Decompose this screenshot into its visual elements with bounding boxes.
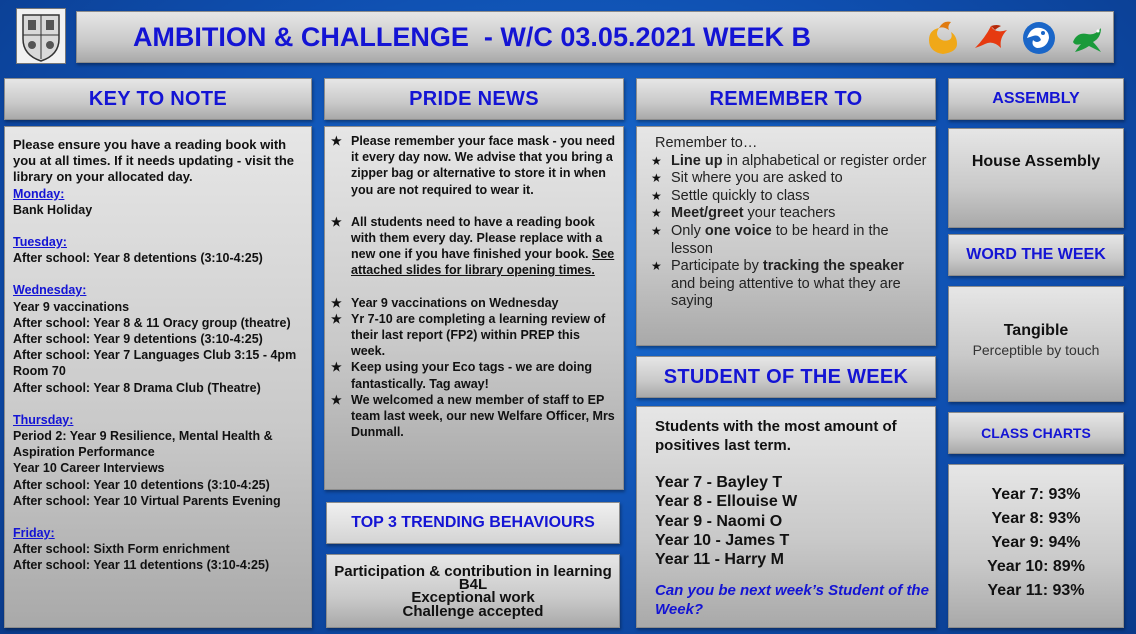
student-of-week-panel bbox=[636, 406, 936, 628]
reading-book-notice: Please ensure you have a reading book with you at all times. If it needs updating - visit the library on your allocated day. bbox=[13, 137, 294, 185]
remember-intro: Remember to… bbox=[655, 135, 758, 151]
student-of-week-header bbox=[636, 356, 936, 398]
trending-title: TOP 3 TRENDING BEHAVIOURS bbox=[351, 514, 595, 531]
monday-event: Bank Holiday bbox=[13, 202, 93, 217]
remember-panel bbox=[636, 126, 936, 346]
assembly-panel bbox=[948, 128, 1124, 228]
student-of-week-intro: Students with the most amount of positives last term. bbox=[655, 418, 897, 454]
list-item-text: Only bbox=[671, 222, 705, 239]
remember-list bbox=[647, 153, 929, 311]
list-item-text: and being attentive to what they are saying bbox=[671, 275, 901, 310]
trending-item: Participation & contribution in learning B4L bbox=[334, 563, 612, 593]
list-item bbox=[647, 205, 929, 223]
list-item bbox=[647, 153, 929, 171]
thursday-label: Thursday: bbox=[13, 412, 74, 427]
remember-title: REMEMBER TO bbox=[709, 87, 863, 110]
phoenix-icon bbox=[923, 18, 963, 58]
class-charts-y10: Year 10: 89% bbox=[987, 558, 1085, 575]
list-item: ★ We welcomed a new member of staff to EP team last week, our new Welfare Officer, Mrs Dunmall. bbox=[327, 392, 617, 441]
trending-item: Challenge accepted bbox=[402, 603, 544, 620]
monday-label: Monday: bbox=[13, 186, 65, 201]
friday-label: Friday: bbox=[13, 526, 55, 541]
word-of-week-definition: Perceptible by touch bbox=[972, 342, 1100, 358]
class-charts-y11: Year 11: 93% bbox=[987, 582, 1085, 599]
house-icons bbox=[923, 18, 1109, 58]
assembly-title: ASSEMBLY bbox=[992, 90, 1080, 107]
school-crest-logo bbox=[16, 8, 66, 64]
student-y7: Year 7 - Bayley T bbox=[655, 474, 783, 491]
thursday-event: After school: Year 10 Virtual Parents Evening bbox=[13, 493, 281, 508]
student-of-week-question: Can you be next week’s Student of the Week? bbox=[655, 582, 929, 619]
assembly-value: House Assembly bbox=[971, 153, 1101, 170]
list-item bbox=[327, 214, 617, 279]
list-item-text: in alphabetical or register order bbox=[722, 152, 927, 169]
friday-event: After school: Sixth Form enrichment bbox=[13, 542, 230, 557]
list-item: ★ Keep using your Eco tags - we are doing fantastically. Tag away! bbox=[327, 359, 617, 391]
assembly-header bbox=[948, 78, 1124, 120]
list-item-bold: one voice bbox=[704, 222, 772, 239]
student-y8: Year 8 - Ellouise W bbox=[655, 493, 798, 511]
list-item-text: All students need to have a reading book with them every day. Please replace with a new one if you have finished your book. bbox=[351, 214, 603, 262]
class-charts-y8: Year 8: 93% bbox=[991, 510, 1081, 527]
swallow-icon bbox=[971, 18, 1011, 58]
list-item bbox=[647, 223, 929, 258]
list-item-text: to be heard in the lesson bbox=[671, 222, 889, 257]
list-item bbox=[647, 258, 929, 311]
student-y9: Year 9 - Naomi O bbox=[655, 512, 783, 530]
class-charts-title: CLASS CHARTS bbox=[981, 425, 1091, 441]
trending-header bbox=[326, 502, 620, 544]
friday-event: After school: Year 11 detentions (3:10-4:25) bbox=[13, 558, 270, 573]
dragon-icon bbox=[1019, 18, 1059, 58]
wednesday-event: After school: Year 8 Drama Club (Theatre) bbox=[13, 380, 261, 395]
trending-panel bbox=[326, 554, 620, 628]
wednesday-event: After school: Year 7 Languages Club 3:15 - 4pm Room 70 bbox=[13, 348, 297, 379]
pride-news-panel bbox=[324, 126, 624, 490]
crest-icon bbox=[17, 9, 65, 63]
word-of-week-panel bbox=[948, 286, 1124, 402]
list-item-text: your teachers bbox=[743, 205, 836, 222]
word-of-week-header bbox=[948, 234, 1124, 276]
library-times-link[interactable]: See attached slides for library opening times. bbox=[351, 247, 615, 278]
student-of-week-title: STUDENT OF THE WEEK bbox=[663, 365, 909, 388]
key-to-note-panel bbox=[4, 126, 312, 628]
student-y11: Year 11 - Harry M bbox=[655, 551, 784, 569]
tuesday-label: Tuesday: bbox=[13, 235, 67, 250]
remember-header bbox=[636, 78, 936, 120]
trending-item: Exceptional work bbox=[411, 589, 535, 606]
gecko-icon bbox=[1067, 18, 1107, 58]
tuesday-event: After school: Year 8 detentions (3:10-4:25) bbox=[13, 251, 263, 266]
list-item-bold: Line up bbox=[671, 152, 723, 169]
list-item: ★ Sit where you are asked to bbox=[647, 170, 929, 188]
pride-news-header bbox=[324, 78, 624, 120]
thursday-event: After school: Year 10 detentions (3:10-4:25) bbox=[13, 477, 270, 492]
wednesday-event: After school: Year 8 & 11 Oracy group (theatre) bbox=[13, 315, 291, 330]
class-charts-y9: Year 9: 94% bbox=[991, 534, 1081, 551]
key-to-note-header bbox=[4, 78, 312, 120]
list-item: ★ Yr 7-10 are completing a learning review of their last report (FP2) within PREP this week. bbox=[327, 311, 617, 360]
list-item-bold: tracking the speaker bbox=[762, 258, 904, 275]
key-to-note-title: KEY TO NOTE bbox=[88, 87, 228, 110]
list-item: ★ Please remember your face mask - you need it every day now. We advise that you bring a zipper bag or alternative to store it in when you are not required to wear it. bbox=[327, 133, 617, 198]
list-item: ★ Settle quickly to class bbox=[647, 188, 929, 206]
thursday-event: Period 2: Year 9 Resilience, Mental Health & Aspiration Performance bbox=[13, 429, 273, 460]
title-bar bbox=[76, 11, 1114, 63]
list-item: ★ Year 9 vaccinations on Wednesday bbox=[327, 295, 617, 311]
thursday-event: Year 10 Career Interviews bbox=[13, 461, 165, 476]
class-charts-header bbox=[948, 412, 1124, 454]
student-y10: Year 10 - James T bbox=[655, 531, 790, 549]
wednesday-label: Wednesday: bbox=[13, 283, 87, 298]
pride-news-list bbox=[327, 133, 617, 440]
class-charts-panel bbox=[948, 464, 1124, 628]
list-item-text: Participate by bbox=[671, 258, 763, 275]
class-charts-y7: Year 7: 93% bbox=[991, 486, 1081, 503]
word-of-week-title: WORD THE WEEK bbox=[966, 246, 1106, 263]
list-item-bold: Meet/greet bbox=[671, 205, 744, 222]
wednesday-event: After school: Year 9 detentions (3:10-4:25) bbox=[13, 332, 263, 347]
wednesday-event: Year 9 vaccinations bbox=[13, 299, 130, 314]
word-of-week-word: Tangible bbox=[1003, 322, 1069, 339]
pride-news-title: PRIDE NEWS bbox=[409, 87, 539, 110]
page-title: AMBITION & CHALLENGE - W/C 03.05.2021 WEEK B bbox=[132, 21, 812, 52]
